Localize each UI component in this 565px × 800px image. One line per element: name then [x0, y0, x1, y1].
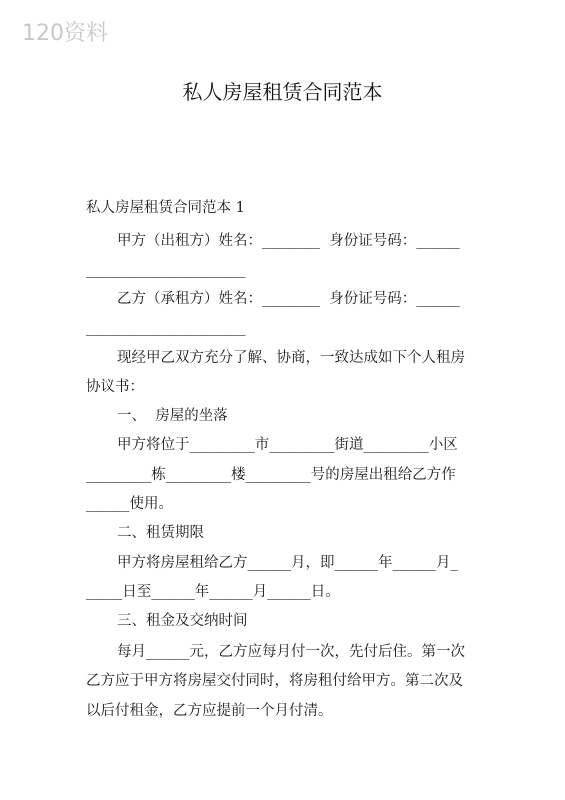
section-3-heading: 三、租金及交纳时间: [117, 613, 248, 629]
section-2-text: 甲方将房屋租给乙方______月，即______年______月_: [117, 555, 458, 571]
section-1-text-end: ______使用。: [86, 496, 173, 512]
section-3-text-end: 以后付租金，乙方应提前一个月付清。: [86, 703, 333, 719]
paragraph-intro-cont: 协议书：: [86, 379, 144, 395]
party-b-line: 乙方（承租方）姓名：________ 身份证号码：______: [117, 291, 460, 307]
party-b-id-blank: ______________________: [86, 320, 246, 336]
document-title: 私人房屋租赁合同范本: [182, 80, 383, 104]
party-a-id-blank: ______________________: [86, 262, 246, 278]
section-1-text-cont: _________栋_________楼_________号的房屋出租给乙方作: [86, 467, 456, 483]
section-3-text: 每月______元，乙方应每月付一次，先付后住。第一次: [117, 644, 465, 660]
section-3-text-cont: 乙方应于甲方将房屋交付同时，将房租付给甲方。第二次及: [86, 673, 463, 689]
paragraph-intro: 现经甲乙双方充分了解、协商，一致达成如下个人租房: [117, 350, 465, 366]
section-1-heading: 一、 房屋的坐落: [117, 408, 228, 424]
section-2-text-cont: _____日至______年______月______日。: [86, 584, 340, 600]
subtitle: 私人房屋租赁合同范本 1: [86, 200, 245, 216]
section-2-heading: 二、租赁期限: [117, 525, 204, 541]
party-a-line: 甲方（出租方）姓名：________ 身份证号码：______: [117, 233, 460, 249]
watermark: 120资料: [22, 21, 108, 46]
section-1-text: 甲方将位于_________市_________街道_________小区: [117, 437, 458, 453]
